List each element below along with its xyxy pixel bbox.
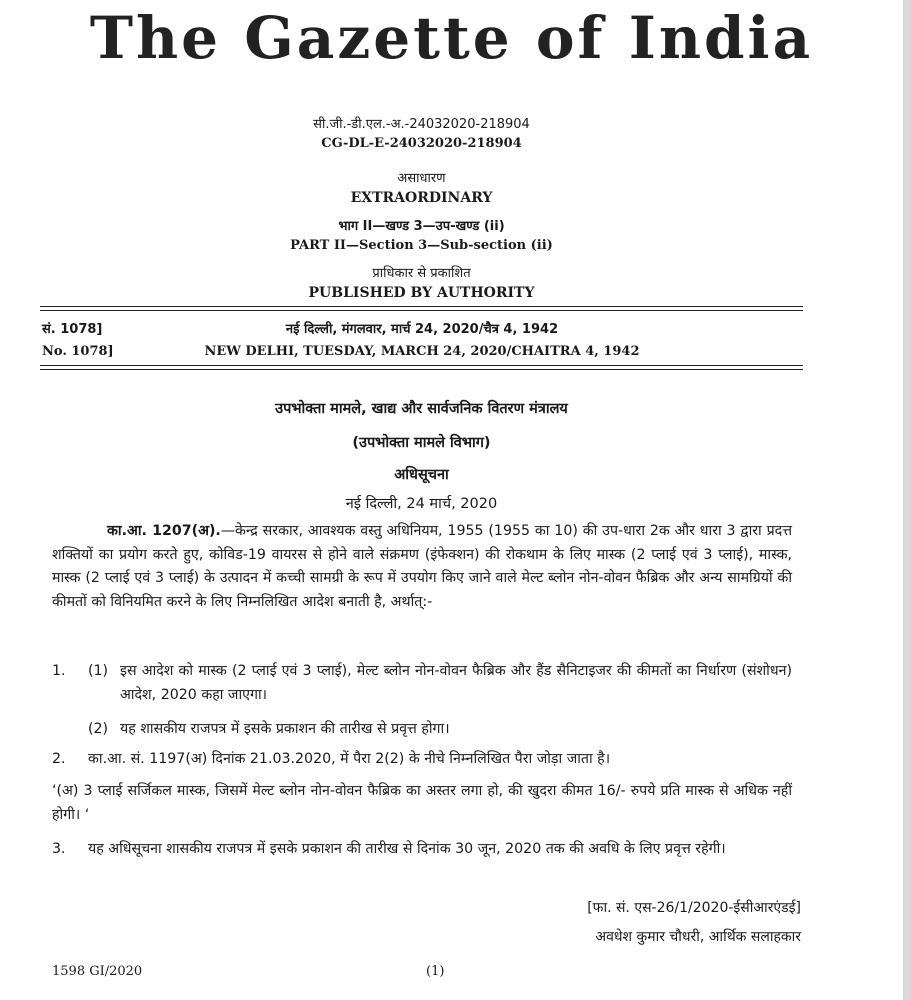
gazette-code-hindi: सी.जी.-डी.एल.-अ.-24032020-218904 [313, 117, 530, 132]
page-edge-bar [903, 0, 911, 1000]
gazette-masthead: The Gazette of India [89, 4, 814, 72]
notice-heading: अधिसूचना [394, 467, 449, 483]
rule-bottom [40, 365, 803, 366]
order-reference: का.आ. 1207(अ). [107, 523, 221, 539]
issue-number-hindi: सं. 1078] [42, 322, 103, 337]
authority-hindi: प्राधिकार से प्रकाशित [372, 266, 471, 281]
rule-top-inner [40, 310, 803, 311]
preamble-paragraph [52, 520, 792, 614]
place-date: नई दिल्ली, 24 मार्च, 2020 [345, 496, 498, 512]
gazette-code-english: CG-DL-E-24032020-218904 [321, 136, 522, 151]
preamble-text: —केन्द्र सरकार, आवश्यक वस्तु अधिनियम, 1955 (1955 का 10) की उप-धारा 2क और धारा 3 द्वारा प्रदत्त शक्तियों का प्रयोग करते हुए, कोविड-19 वायरस से होने वाले संक्रमण (इंफेक्शन) की रोकथाम के लिए मास्क (2 प्लाई एवं 3 प्लाई), मास्क, मास्क (2 प्लाई एवं 3 प्लाई) के उत्पादन में कच्ची सामग्री के रूप में उपयोग किए जाने वाले मेल्ट ब्लोन नोन-वोवन फैब्रिक और अन्य सामग्रियों की कीमतों को विनियमित करने के लिए निम्नलिखित आदेश बनाती है, अर्थात्:- [52, 523, 792, 610]
status-hindi: असाधारण [397, 171, 446, 186]
item-3-text: यह अधिसूचना शासकीय राजपत्र में इसके प्रकाशन की तारीख से दिनांक 30 जून, 2020 तक की अवधि के लिए प्रवृत्त रहेगी। [88, 841, 726, 857]
item-2-text: का.आ. सं. 1197(अ) दिनांक 21.03.2020, में पैरा 2(2) के नीचे निम्नलिखित पैरा जोड़ा जाता है। [88, 751, 611, 767]
item-1-sub-2-number: (2) [88, 721, 109, 737]
issue-number-english: No. 1078] [42, 344, 114, 359]
authority-english: PUBLISHED BY AUTHORITY [308, 285, 535, 301]
footer-code: 1598 GI/2020 [52, 964, 143, 979]
department-name: (उपभोक्ता मामले विभाग) [352, 435, 491, 451]
status-english: EXTRAORDINARY [350, 190, 493, 206]
item-1-sub-1-number: (1) [88, 663, 109, 679]
item-1-sub-1-text: इस आदेश को मास्क (2 प्लाई एवं 3 प्लाई), मेल्ट ब्लोन नोन-वोवन फैब्रिक और हैंड सैनिटाइजर की कीमतों का निर्धारण (संशोधन) आदेश, 2020 कहा जाएगा। [120, 663, 792, 703]
issue-dateline-english: NEW DELHI, TUESDAY, MARCH 24, 2020/CHAITRA 4, 1942 [204, 344, 640, 359]
ministry-name: उपभोक्ता मामले, खाद्य और सार्वजनिक वितरण मंत्रालय [275, 401, 568, 417]
issue-dateline-hindi: नई दिल्ली, मंगलवार, मार्च 24, 2020/चैत्र 4, 1942 [285, 322, 559, 337]
rule-top [40, 306, 803, 307]
item-2-number: 2. [52, 751, 66, 767]
item-1-number: 1. [52, 663, 66, 679]
item-3-number: 3. [52, 841, 66, 857]
part-english: PART II—Section 3—Sub-section (ii) [290, 238, 553, 253]
rule-bottom-inner [40, 369, 803, 370]
file-number: [फा. सं. एस-26/1/2020-ईसीआरएंडई] [587, 900, 801, 916]
page-number: (1) [426, 964, 445, 979]
part-hindi: भाग II—खण्ड 3—उप-खण्ड (ii) [338, 219, 505, 234]
item-1-sub-2-text: यह शासकीय राजपत्र में इसके प्रकाशन की तारीख से प्रवृत्त होगा। [120, 721, 450, 737]
inserted-paragraph: ‘(अ) 3 प्लाई सर्जिकल मास्क, जिसमें मेल्ट ब्लोन नोन-वोवन फैब्रिक का अस्तर लगा हो, की खुदरा कीमत 16/- रुपये प्रति मास्क से अधिक नहीं होगी। ‘ [52, 783, 792, 823]
signatory: अवधेश कुमार चौधरी, आर्थिक सलाहकार [595, 929, 801, 945]
